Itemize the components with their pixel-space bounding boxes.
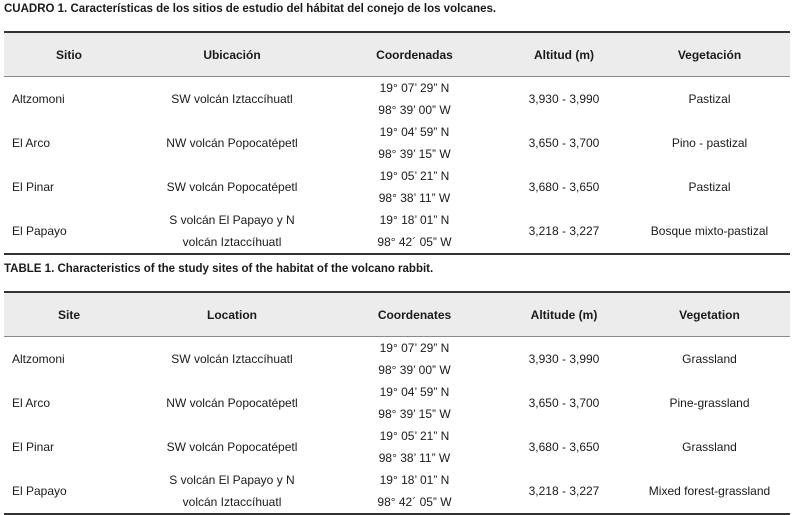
cell-location	[134, 77, 330, 121]
caption-prefix: CUADRO 1.	[4, 3, 68, 15]
location-line-1: SW volcán Popocatépetl	[166, 180, 298, 194]
header-coordinates: Coordenadas	[376, 47, 453, 62]
location-line-1: SW volcán Popocatépetl	[166, 440, 298, 454]
header-vegetation: Vegetación	[677, 47, 742, 62]
cell-coordinates	[330, 425, 499, 469]
cell-site: El Arco	[12, 136, 51, 150]
location-line-1: SW volcán Iztaccíhuatl	[171, 352, 293, 366]
cell-location	[134, 165, 330, 209]
cell-site: El Papayo	[12, 224, 67, 238]
latitude: 19° 18’ 01” N	[379, 473, 450, 487]
cell-coordinates	[330, 77, 499, 121]
latitude: 19° 18’ 01” N	[379, 213, 450, 227]
table-row	[4, 381, 790, 425]
longitude: 98° 38’ 11” W	[378, 451, 451, 465]
cell-location	[134, 381, 330, 425]
cell-site: Altzomoni	[12, 352, 65, 366]
location-line-1: S volcán El Papayo y N	[169, 473, 295, 487]
table-row	[4, 209, 790, 253]
location-line-1: NW volcán Popocatépetl	[166, 136, 298, 150]
cell-vegetation: Grassland	[682, 440, 737, 454]
longitude: 98° 39’ 00” W	[378, 363, 451, 377]
table-en	[4, 291, 790, 515]
cell-altitude: 3,680 - 3,650	[528, 180, 600, 194]
latitude: 19° 07’ 29” N	[379, 81, 450, 95]
caption-text: Características de los sitios de estudio del hábitat del conejo de los volcanes.	[70, 3, 497, 15]
cell-vegetation: Pastizal	[688, 180, 731, 194]
cell-coordinates	[330, 469, 499, 513]
cell-coordinates	[330, 337, 499, 381]
latitude: 19° 04’ 59” N	[379, 385, 450, 399]
cell-altitude: 3,650 - 3,700	[528, 396, 600, 410]
latitude: 19° 05’ 21” N	[379, 169, 450, 183]
cell-location	[134, 209, 330, 253]
cell-vegetation: Pino - pastizal	[671, 136, 748, 150]
cell-coordinates	[330, 209, 499, 253]
table-row	[4, 337, 790, 381]
caption-text: Characteristics of the study sites of the habitat of the volcano rabbit.	[57, 263, 434, 275]
table-row	[4, 425, 790, 469]
header-location: Ubicación	[203, 47, 261, 62]
caption-prefix: TABLE 1.	[4, 263, 55, 275]
cell-altitude: 3,930 - 3,990	[528, 92, 600, 106]
table-header	[4, 293, 790, 337]
latitude: 19° 04’ 59” N	[379, 125, 450, 139]
cell-location	[134, 337, 330, 381]
longitude: 98° 39’ 15” W	[378, 147, 451, 161]
cell-location	[134, 121, 330, 165]
longitude: 98° 38’ 11” W	[378, 191, 451, 205]
cell-altitude: 3,650 - 3,700	[528, 136, 600, 150]
cell-altitude: 3,218 - 3,227	[528, 484, 600, 498]
header-location: Location	[207, 307, 257, 322]
header-coordinates: Coordenates	[377, 307, 452, 322]
table-caption-es	[4, 3, 496, 15]
longitude: 98° 39’ 00” W	[378, 103, 451, 117]
location-line-2: volcán Iztaccíhuatl	[182, 495, 282, 509]
location-line-1: NW volcán Popocatépetl	[166, 396, 298, 410]
cell-location	[134, 469, 330, 513]
cell-site: Altzomoni	[12, 92, 65, 106]
header-site: Sitio	[56, 47, 82, 62]
header-site: Site	[57, 307, 80, 322]
cell-site: El Arco	[12, 396, 51, 410]
location-line-2: volcán Iztaccíhuatl	[182, 235, 282, 249]
latitude: 19° 05’ 21” N	[379, 429, 450, 443]
cell-site: El Papayo	[12, 484, 67, 498]
longitude: 98° 39’ 15” W	[378, 407, 451, 421]
cell-vegetation: Mixed forest-grassland	[648, 484, 771, 498]
longitude: 98° 42´ 05” W	[377, 495, 452, 509]
latitude: 19° 07’ 29” N	[379, 341, 450, 355]
header-vegetation: Vegetation	[679, 307, 740, 322]
cell-vegetation: Bosque mixto-pastizal	[650, 224, 769, 238]
cell-site: El Pinar	[12, 440, 55, 454]
table-header	[4, 33, 790, 77]
cell-vegetation: Pine-grassland	[669, 396, 750, 410]
longitude: 98° 42´ 05” W	[377, 235, 452, 249]
table-row	[4, 77, 790, 121]
table-row	[4, 121, 790, 165]
location-line-1: SW volcán Iztaccíhuatl	[171, 92, 293, 106]
cell-altitude: 3,218 - 3,227	[528, 224, 600, 238]
location-line-1: S volcán El Papayo y N	[169, 213, 295, 227]
header-altitude: Altitud (m)	[534, 47, 594, 62]
table-row	[4, 469, 790, 513]
cell-coordinates	[330, 165, 499, 209]
table-caption-en	[4, 263, 433, 275]
cell-site: El Pinar	[12, 180, 55, 194]
table-row	[4, 165, 790, 209]
header-altitude: Altitude (m)	[530, 307, 598, 322]
cell-coordinates	[330, 381, 499, 425]
cell-coordinates	[330, 121, 499, 165]
cell-vegetation: Grassland	[682, 352, 737, 366]
cell-altitude: 3,930 - 3,990	[528, 352, 600, 366]
cell-altitude: 3,680 - 3,650	[528, 440, 600, 454]
cell-location	[134, 425, 330, 469]
table-es	[4, 31, 790, 255]
cell-vegetation: Pastizal	[688, 92, 731, 106]
